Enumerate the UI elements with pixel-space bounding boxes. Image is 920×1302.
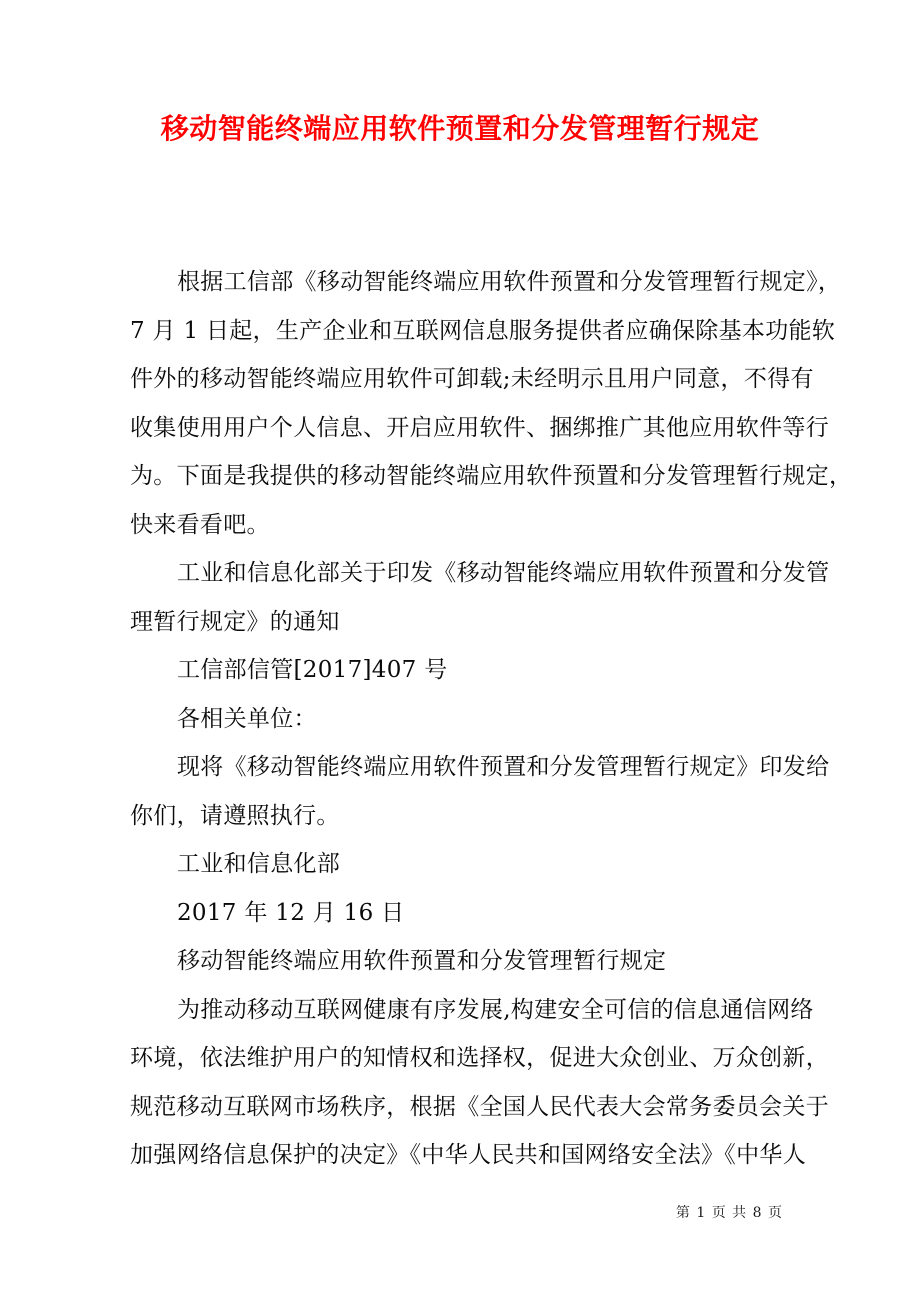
text-line: 7 月 1 日起，生产企业和互联网信息服务提供者应确保除基本功能软 xyxy=(130,317,836,344)
text-line: 加强网络信息保护的决定》《中华人民共和国网络安全法》《中华人 xyxy=(130,1142,806,1168)
text-line: 工业和信息化部关于印发《移动智能终端应用软件预置和分发管 xyxy=(177,560,830,586)
text-line: 理暂行规定》的通知 xyxy=(130,608,340,635)
text-line: 工信部信管[2017]407 号 xyxy=(177,657,448,683)
text-line: 件外的移动智能终端应用软件可卸载;未经明示且用户同意，不得有 xyxy=(130,366,814,392)
document-body xyxy=(130,258,853,1180)
text-line: 规范移动互联网市场秩序，根据《全国人民代表大会常务委员会关于 xyxy=(130,1093,829,1120)
text-line: 你们，请遵照执行。 xyxy=(130,802,340,829)
text-line: 工业和信息化部 xyxy=(177,851,341,877)
text-line: 环境，依法维护用户的知情权和选择权，促进大众创业、万众创新， xyxy=(130,1045,829,1071)
text-line: 根据工信部《移动智能终端应用软件预置和分发管理暂行规定》， xyxy=(177,269,842,295)
document-title: 移动智能终端应用软件预置和分发管理暂行规定 xyxy=(160,112,760,145)
text-line: 2017 年 12 月 16 日 xyxy=(177,899,405,926)
text-line: 收集使用用户个人信息、开启应用软件、捆绑推广其他应用软件等行 xyxy=(130,414,829,441)
text-line: 移动智能终端应用软件预置和分发管理暂行规定 xyxy=(177,948,667,974)
text-line: 快来看看吧。 xyxy=(130,511,270,538)
page-number-footer: 第 1 页 共 8 页 xyxy=(675,1205,783,1221)
text-line: 为推动移动互联网健康有序发展,构建安全可信的信息通信网络 xyxy=(177,996,814,1023)
text-line: 为。下面是我提供的移动智能终端应用软件预置和分发管理暂行规定， xyxy=(130,463,853,489)
text-line: 各相关单位： xyxy=(177,705,317,732)
text-line: 现将《移动智能终端应用软件预置和分发管理暂行规定》印发给 xyxy=(177,754,830,780)
